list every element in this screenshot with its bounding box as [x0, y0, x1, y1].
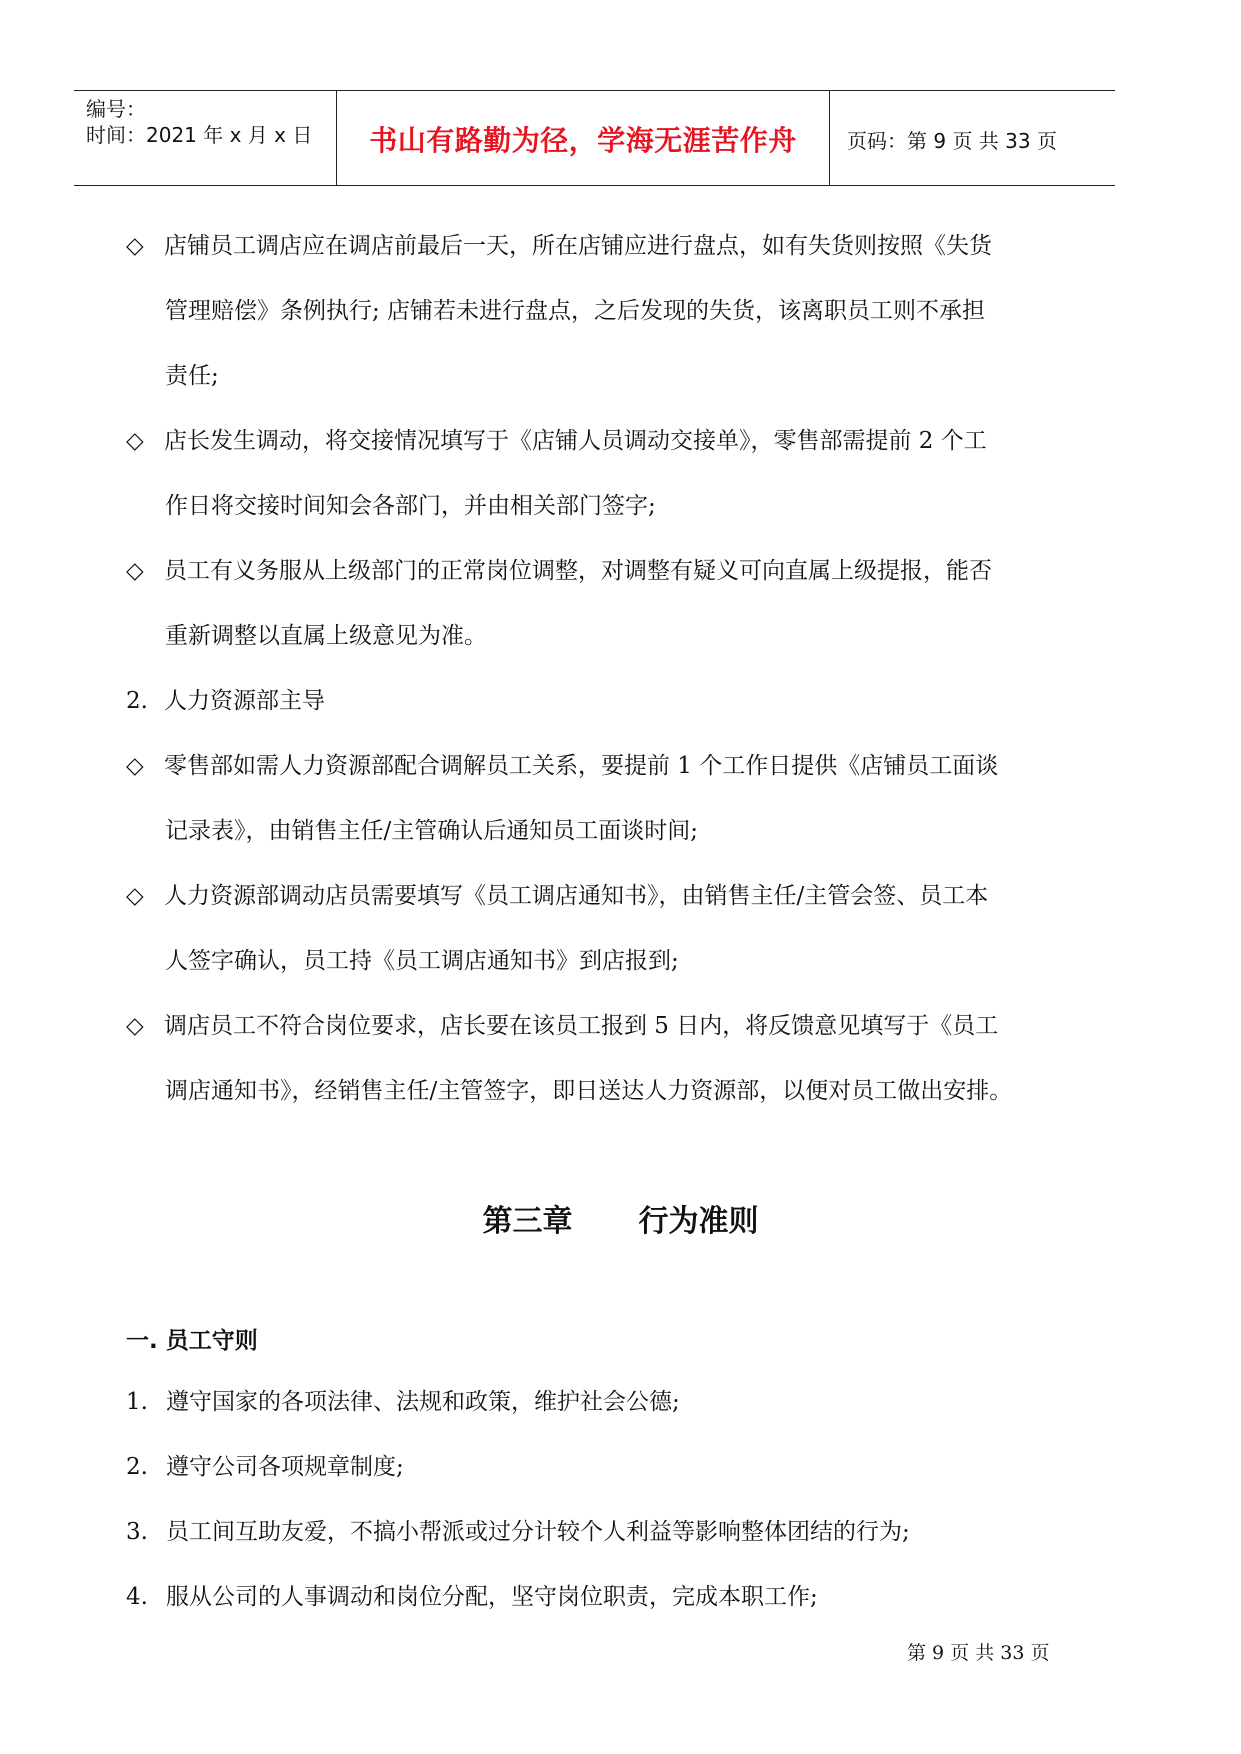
list-item	[126, 752, 998, 780]
list-item	[126, 557, 992, 585]
rule-text: 服从公司的人事调动和岗位分配，坚守岗位职责，完成本职工作;	[166, 1584, 818, 1610]
rule-item	[126, 1583, 818, 1611]
item-line: 店铺员工调店应在调店前最后一天，所在店铺应进行盘点，如有失货则按照《失货	[164, 233, 992, 259]
rule-item	[126, 1453, 404, 1481]
item-line: 调店员工不符合岗位要求，店长要在该员工报到 5 日内，将反馈意见填写于《员工	[164, 1013, 999, 1039]
header-table	[74, 90, 1115, 186]
list-item	[126, 882, 988, 910]
diamond-bullet-icon: ◇	[126, 558, 144, 584]
item-line: 记录表》，由销售主任/主管确认后通知员工面谈时间;	[165, 818, 698, 844]
rule-text: 遵守公司各项规章制度;	[166, 1454, 404, 1480]
motto: 书山有路勤为径，学海无涯苦作舟	[369, 124, 797, 157]
rule-number: 3.	[126, 1519, 148, 1545]
sub-heading-number: 2.	[126, 688, 148, 714]
rule-number: 2.	[126, 1454, 148, 1480]
rule-item	[126, 1388, 680, 1416]
number-label: 编号：	[86, 97, 146, 121]
item-line: 店长发生调动，将交接情况填写于《店铺人员调动交接单》，零售部需提前 2 个工	[164, 428, 987, 454]
item-line: 管理赔偿》条例执行; 店铺若未进行盘点，之后发现的失货，该离职员工则不承担	[165, 298, 986, 324]
item-line: 员工有义务服从上级部门的正常岗位调整，对调整有疑义可向直属上级提报，能否	[164, 558, 992, 584]
sub-heading-text: 人力资源部主导	[164, 688, 325, 714]
item-line: 人签字确认，员工持《员工调店通知书》到店报到;	[165, 948, 679, 974]
item-line: 零售部如需人力资源部配合调解员工关系，要提前 1 个工作日提供《店铺员工面谈	[164, 753, 999, 779]
rule-text: 遵守国家的各项法律、法规和政策，维护社会公德;	[166, 1389, 680, 1415]
item-line: 责任;	[165, 363, 219, 389]
list-item	[126, 232, 992, 260]
item-line: 重新调整以直属上级意见为准。	[165, 623, 487, 649]
diamond-bullet-icon: ◇	[126, 428, 144, 454]
page-footer: 第 9 页 共 33 页	[907, 1642, 1050, 1664]
page-label: 页码：第 9 页 共 33 页	[847, 129, 1057, 153]
rule-item	[126, 1518, 910, 1546]
diamond-bullet-icon: ◇	[126, 1013, 144, 1039]
sub-heading	[126, 687, 325, 715]
chapter-title: 行为准则	[638, 1204, 759, 1239]
header-page-cell	[831, 91, 1115, 185]
time-label: 时间：2021 年 x 月 x 日	[86, 123, 313, 147]
rule-text: 员工间互助友爱，不搞小帮派或过分计较个人利益等影响整体团结的行为;	[166, 1519, 910, 1545]
diamond-bullet-icon: ◇	[126, 233, 144, 259]
chapter-number: 第三章	[482, 1204, 573, 1239]
section-heading: 一. 员工守则	[126, 1328, 258, 1354]
header-left-cell	[74, 91, 337, 185]
item-line: 人力资源部调动店员需要填写《员工调店通知书》，由销售主任/主管会签、员工本	[164, 883, 989, 909]
diamond-bullet-icon: ◇	[126, 883, 144, 909]
item-line: 作日将交接时间知会各部门，并由相关部门签字;	[165, 493, 656, 519]
chapter-heading	[0, 1196, 1241, 1240]
rule-number: 4.	[126, 1584, 148, 1610]
header-motto-cell	[337, 91, 830, 185]
rule-number: 1.	[126, 1389, 148, 1415]
list-item	[126, 427, 987, 455]
item-line: 调店通知书》，经销售主任/主管签字，即日送达人力资源部，以便对员工做出安排。	[165, 1078, 1013, 1104]
list-item	[126, 1012, 998, 1040]
diamond-bullet-icon: ◇	[126, 753, 144, 779]
